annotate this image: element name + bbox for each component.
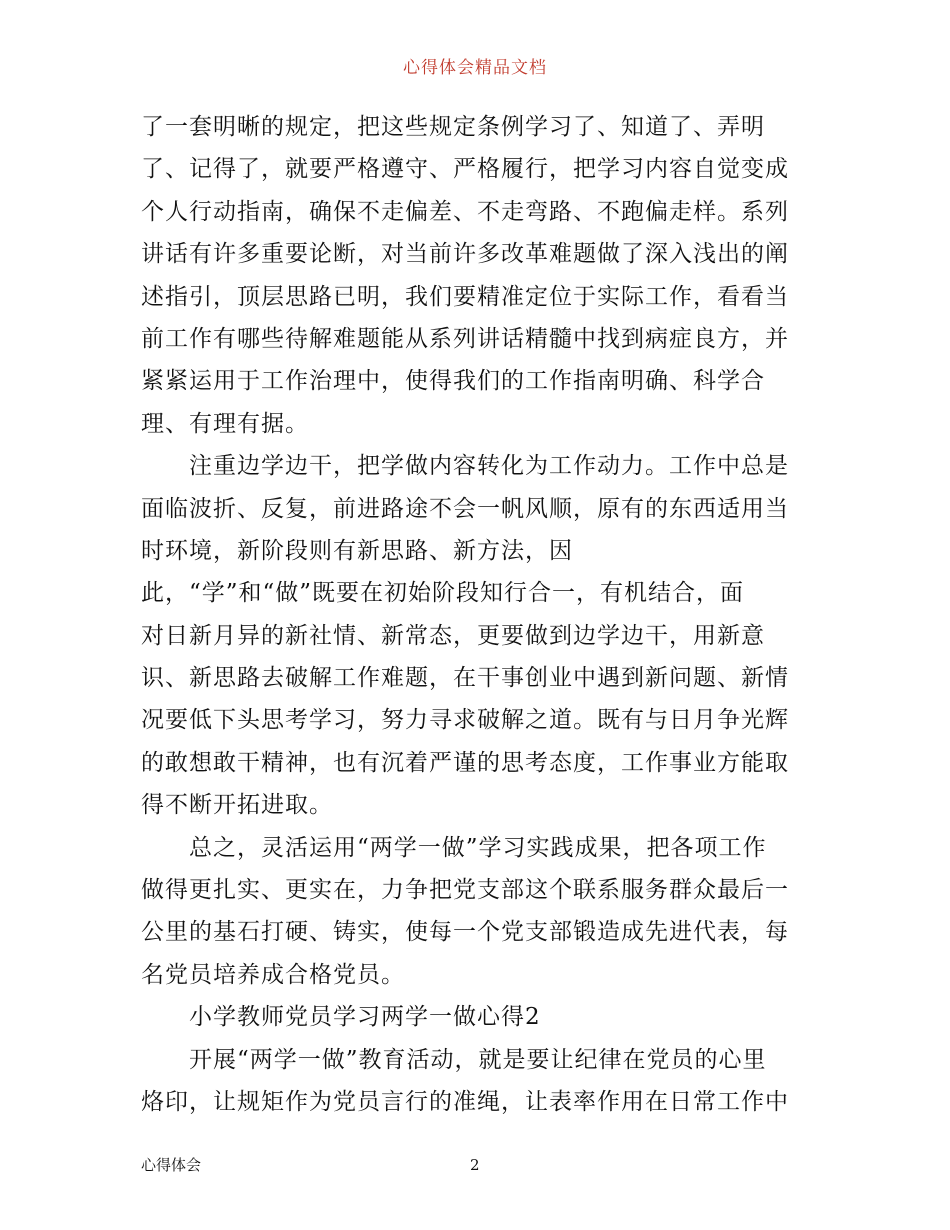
text-line: 时环境，新阶段则有新思路、新方法，因 [141,537,573,564]
text-line: 紧紧运用于工作治理中，使得我们的工作指南明确、科学合 [141,368,765,395]
text-line: 烙印，让规矩作为党员言行的准绳，让表率作用在日常工作中 [141,1088,789,1115]
text-line: 了、记得了，就要严格遵守、严格履行，把学习内容自觉变成 [141,156,789,183]
section-heading: 小学教师党员学习两学一做心得2 [141,1004,541,1031]
text-line: 公里的基石打硬、铸实，使每一个党支部锻造成先进代表，每 [141,919,789,946]
text-line: 得不断开拓进取。 [141,792,333,819]
text-line: 个人行动指南，确保不走偏差、不走弯路、不跑偏走样。系列 [141,198,789,225]
text-line: 名党员培养成合格党员。 [141,961,405,988]
text-line: 的敢想敢干精神，也有沉着严谨的思考态度，工作事业方能取 [141,749,789,776]
text-line: 述指引，顶层思路已明，我们要精准定位于实际工作，看看当 [141,283,789,310]
text-line: 识、新思路去破解工作难题，在干事创业中遇到新问题、新情 [141,665,789,692]
text-line: 此，“学”和“做”既要在初始阶段知行合一，有机结合，面 [141,580,745,607]
text-line: 理、有理有据。 [141,410,309,437]
text-line: 总之，灵活运用“两学一做”学习实践成果，把各项工作 [141,834,767,861]
text-line: 面临波折、反复，前进路途不会一帆风顺，原有的东西适用当 [141,495,789,522]
text-line: 对日新月异的新社情、新常态，更要做到边学边干，用新意 [141,622,765,649]
footer-label: 心得体会 [141,1156,202,1174]
text-line: 开展“两学一做”教育活动，就是要让纪律在党员的心里 [141,1046,767,1073]
page-header-title: 心得体会精品文档 [403,58,547,78]
text-line: 况要低下头思考学习，努力寻求破解之道。既有与日月争光辉 [141,707,789,734]
text-line: 注重边学边干，把学做内容转化为工作动力。工作中总是 [141,453,789,480]
text-line: 做得更扎实、更实在，力争把党支部这个联系服务群众最后一 [141,877,789,904]
text-line: 了一套明晰的规定，把这些规定条例学习了、知道了、弄明 [141,114,765,140]
body-text [141,106,821,1123]
text-line: 讲话有许多重要论断，对当前许多改革难题做了深入浅出的阐 [141,241,789,268]
page-number: 2 [470,1156,480,1174]
text-line: 前工作有哪些待解难题能从系列讲话精髓中找到病症良方，并 [141,325,789,352]
